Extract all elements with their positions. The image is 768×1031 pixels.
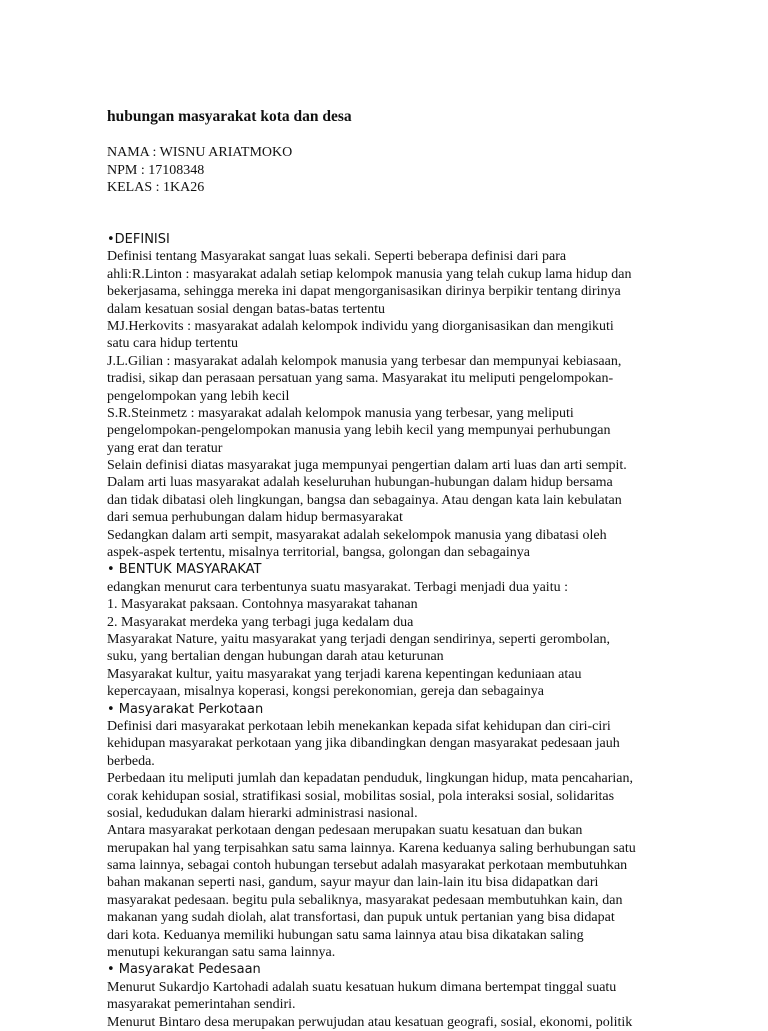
body-text-line: Selain definisi diatas masyarakat juga mempunyai pengertian dalam arti luas dan arti sempit. <box>107 458 627 474</box>
body-text-line: dari semua perhubungan dalam hidup bermasyarakat <box>107 510 403 526</box>
body-text-line: S.R.Steinmetz : masyarakat adalah kelompok manusia yang terbesar, yang meliputi <box>107 405 574 421</box>
body-text-line: Dalam arti luas masyarakat adalah keseluruhan hubungan-hubungan dalam hidup bersama <box>107 475 613 491</box>
body-text-line: bekerjasama, sehingga mereka ini dapat mengorganisasikan dirinya berpikir tentang dirinya <box>107 284 621 300</box>
body-text-line: Masyarakat kultur, yaitu masyarakat yang terjadi karena kepentingan keduniaan atau <box>107 666 582 682</box>
body-text-line: kepercayaan, misalnya koperasi, kongsi perekonomian, gereja dan sebagainya <box>107 684 544 700</box>
body-text-line: tradisi, sikap dan perasaan persatuan yang sama. Masyarakat itu meliputi pengelompokan- <box>107 371 614 387</box>
body-text-line: satu cara hidup tertentu <box>107 336 239 352</box>
body-text-line: dari kota. Keduanya memiliki hubungan satu sama lainnya atau bisa dikatakan saling <box>107 927 584 943</box>
author-name: NAMA : WISNU ARIATMOKO <box>107 145 293 160</box>
body-text-line: merupakan hal yang terpisahkan satu sama lainnya. Karena keduanya saling berhubungan satu <box>107 840 636 856</box>
body-text-line: menutupi kekurangan satu sama lainnya. <box>107 945 336 961</box>
body-text-line: bahan makanan seperti nasi, gandum, sayur mayur dan lain-lain itu bisa didapatkan dari <box>107 875 599 891</box>
body-text-line: corak kehidupan sosial, stratifikasi sosial, mobilitas sosial, pola interaksi sosial, solidaritas <box>107 788 615 804</box>
body-text-line: MJ.Herkovits : masyarakat adalah kelompok individu yang diorganisasikan dan mengikuti <box>107 318 614 334</box>
body-text-line: Sedangkan dalam arti sempit, masyarakat adalah sekelompok manusia yang dibatasi oleh <box>107 527 607 543</box>
body-text-line: edangkan menurut cara terbentunya suatu masyarakat. Terbagi menjadi dua yaitu : <box>107 579 568 595</box>
body-text-line: makanan yang sudah diolah, alat transfortasi, dan pupuk untuk pertanian yang bisa didapat <box>107 910 615 926</box>
body-text-line: berbeda. <box>107 753 155 769</box>
body-text-line: pengelompokan yang lebih kecil <box>107 388 290 404</box>
body-text-line: Menurut Bintaro desa merupakan perwujudan atau kesatuan geografi, sosial, ekonomi, politik <box>107 1014 633 1030</box>
body-text-line: pengelompokan-pengelompokan manusia yang lebih kecil yang mempunyai perhubungan <box>107 423 611 439</box>
author-info <box>107 144 292 197</box>
section-heading: •DEFINISI <box>107 232 170 247</box>
body-text-line: aspek-aspek tertentu, misalnya territorial, bangsa, golongan dan sebagainya <box>107 545 530 561</box>
body-text-line: 2. Masyarakat merdeka yang terbagi juga kedalam dua <box>107 614 414 630</box>
body-text-line: dalam kesatuan sosial dengan batas-batas tertentu <box>107 301 385 317</box>
section-heading: • Masyarakat Pedesaan <box>107 962 261 978</box>
document-body <box>107 231 687 1031</box>
body-text-line: Definisi dari masyarakat perkotaan lebih menekankan kepada sifat kehidupan dan ciri-ciri <box>107 718 611 734</box>
section-heading: • BENTUK MASYARAKAT <box>107 562 262 578</box>
author-npm: NPM : 17108348 <box>107 162 205 178</box>
body-text-line: ahli:R.Linton : masyarakat adalah setiap kelompok manusia yang telah cukup lama hidup dan <box>107 266 632 282</box>
body-text-line: J.L.Gilian : masyarakat adalah kelompok manusia yang terbesar dan mempunyai kebiasaan, <box>107 353 622 369</box>
body-text-line: kehidupan masyarakat perkotaan yang jika dibandingkan dengan masyarakat pedesaan jauh <box>107 736 620 752</box>
body-text-line: dan tidak dibatasi oleh lingkungan, bangsa dan sebagainya. Atau dengan kata lain kebulatan <box>107 492 622 508</box>
body-text-line: Perbedaan itu meliputi jumlah dan kepadatan penduduk, lingkungan hidup, mata pencaharian, <box>107 771 634 787</box>
author-class: KELAS : 1KA26 <box>107 180 205 195</box>
body-text-line: sama lainnya, sebagai contoh hubungan tersebut adalah masyarakat perkotaan membutuhkan <box>107 858 628 874</box>
body-text-line: Definisi tentang Masyarakat sangat luas sekali. Seperti beberapa definisi dari para <box>107 249 567 265</box>
body-text-line: Masyarakat Nature, yaitu masyarakat yang terjadi dengan sendirinya, seperti gerombolan, <box>107 631 611 647</box>
body-text-line: suku, yang bertalian dengan hubungan darah atau keturunan <box>107 649 444 665</box>
body-text-line: masyarakat pedesaan. begitu pula sebaliknya, masyarakat pedesaan membutuhkan kain, dan <box>107 892 623 908</box>
document-title: hubungan masyarakat kota dan desa <box>107 108 352 125</box>
section-heading: • Masyarakat Perkotaan <box>107 701 264 717</box>
body-text-line: Antara masyarakat perkotaan dengan pedesaan merupakan suatu kesatuan dan bukan <box>107 823 583 839</box>
body-text-line: masyarakat pemerintahan sendiri. <box>107 997 296 1013</box>
body-text-line: yang erat dan teratur <box>107 440 223 456</box>
body-text-line: sosial, kedudukan dalam hierarki administrasi nasional. <box>107 805 418 821</box>
body-text-line: 1. Masyarakat paksaan. Contohnya masyarakat tahanan <box>107 597 418 613</box>
body-text-line: Menurut Sukardjo Kartohadi adalah suatu kesatuan hukum dimana bertempat tinggal suatu <box>107 979 617 995</box>
